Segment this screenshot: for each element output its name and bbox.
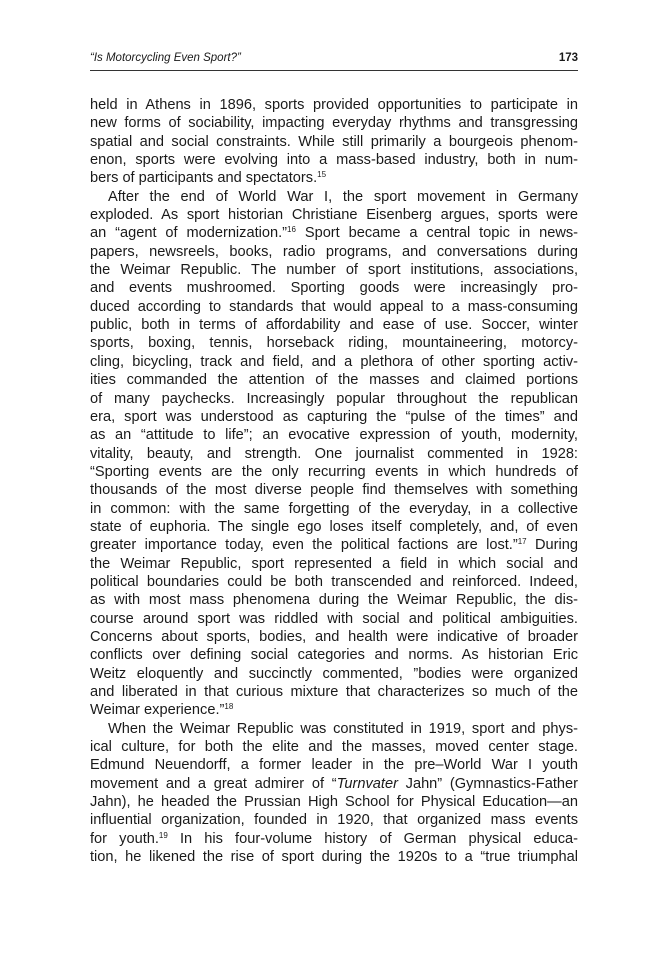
text-line xyxy=(90,206,578,224)
text-line xyxy=(90,390,578,408)
text-run: the Weimar Republic, sport represented a field in which social and xyxy=(90,555,578,572)
text-line xyxy=(90,518,578,536)
text-line xyxy=(90,96,578,114)
text-run: state of euphoria. The single ego loses itself completely, and, of even xyxy=(90,518,578,535)
text-line xyxy=(90,133,578,151)
text-run: “Sporting events are the only recurring events in which hundreds of xyxy=(90,463,578,480)
running-head xyxy=(90,50,578,71)
text-run: in common: with the same forgetting of the everyday, in a collective xyxy=(90,500,578,517)
text-line xyxy=(90,188,578,206)
text-line xyxy=(90,646,578,664)
text-line xyxy=(90,610,578,628)
paragraph xyxy=(90,720,578,867)
text-run: Sport became a central topic in news- xyxy=(295,225,579,242)
text-line xyxy=(90,536,578,554)
text-run: ities commanded the attention of the masses and claimed portions xyxy=(90,372,578,389)
text-run: and liberated in that curious mixture that characterizes so much of the xyxy=(90,684,578,700)
text-line xyxy=(90,353,578,371)
text-line xyxy=(90,555,578,573)
text-run: movement and a great admirer of “ xyxy=(90,775,337,792)
text-line xyxy=(90,793,578,811)
text-run: public, both in terms of affordability and ease of use. Soccer, winter xyxy=(90,317,578,334)
text-run: thousands of the most diverse people find themselves with something xyxy=(90,482,578,499)
text-line xyxy=(90,279,578,297)
text-run: era, sport was understood as capturing the “pulse of the times” and xyxy=(90,408,578,425)
paragraph xyxy=(90,96,578,188)
text-run: ical culture, for both the elite and the masses, moved center stage. xyxy=(90,739,578,756)
text-line xyxy=(90,683,578,701)
text-line xyxy=(90,316,578,334)
footnote-marker: 19 xyxy=(158,830,168,840)
running-title: “Is Motorcycling Even Sport?” xyxy=(90,52,241,64)
footnote-marker: 17 xyxy=(517,537,527,547)
text-run: spatial and social constraints. While still primarily a bourgeois phenom- xyxy=(90,133,578,150)
text-run: as with most mass phenomena during the Weimar Republic, the dis- xyxy=(90,592,578,609)
text-run: conflicts over defining social categories and norms. As historian Eric xyxy=(90,647,578,664)
text-line xyxy=(90,701,578,719)
text-run: papers, newsreels, books, radio programs, and conversations during xyxy=(90,243,578,260)
text-run: Edmund Neuendorff, a former leader in the pre–World War I youth xyxy=(90,757,578,774)
text-run: of many paychecks. Increasingly popular throughout the republican xyxy=(90,390,578,407)
text-run: Concerns about sports, bodies, and health were indicative of broader xyxy=(90,628,578,645)
text-run: duced according to standards that would appeal to a mass-consuming xyxy=(90,298,578,315)
text-line xyxy=(90,334,578,352)
text-run: In his four-volume history of German physical educa- xyxy=(167,830,578,847)
text-line xyxy=(90,408,578,426)
text-line xyxy=(90,224,578,242)
text-line xyxy=(90,169,578,187)
text-run: influential organization, founded in 1920, that organized mass events xyxy=(90,812,578,829)
text-line xyxy=(90,500,578,518)
text-run: vitality, beauty, and strength. One journalist commented in 1928: xyxy=(90,445,578,462)
text-line xyxy=(90,573,578,591)
text-run: After the end of World War I, the sport movement in Germany xyxy=(108,188,578,205)
italic-term: Turnvater xyxy=(336,775,398,792)
text-line xyxy=(90,114,578,132)
text-run: and events mushroomed. Sporting goods were increasingly pro- xyxy=(90,280,578,297)
text-line xyxy=(90,481,578,499)
page-number: 173 xyxy=(558,52,578,64)
text-line xyxy=(90,848,578,866)
text-run: tion, he likened the rise of sport during the 1920s to a “true triumphal xyxy=(90,849,578,866)
body-text xyxy=(90,96,578,866)
text-run: political boundaries could be both transcended and reinforced. Indeed, xyxy=(90,573,578,590)
text-run: for youth. xyxy=(90,830,159,847)
text-run: course around sport was riddled with social and political ambiguities. xyxy=(90,610,578,627)
text-run: Weimar experience.” xyxy=(90,702,225,719)
text-run: enon, sports were evolving into a mass-based industry, both in num- xyxy=(90,152,578,169)
text-line xyxy=(90,298,578,316)
text-run: Jahn), he headed the Prussian High School for Physical Education—an xyxy=(90,794,578,811)
text-line xyxy=(90,445,578,463)
footnote-marker: 15 xyxy=(317,170,327,180)
text-run: sports, boxing, tennis, horseback riding, mountaineering, motorcy- xyxy=(90,335,578,352)
text-line xyxy=(90,463,578,481)
footnote-marker: 18 xyxy=(224,702,234,712)
text-line xyxy=(90,830,578,848)
text-line xyxy=(90,738,578,756)
text-run: the Weimar Republic. The number of sport institutions, associations, xyxy=(90,262,578,279)
text-line xyxy=(90,261,578,279)
text-run: exploded. As sport historian Christiane Eisenberg argues, sports were xyxy=(90,207,578,224)
text-line xyxy=(90,243,578,261)
text-line xyxy=(90,426,578,444)
text-run: Jahn” (Gymnastics-Father xyxy=(397,775,578,792)
text-line xyxy=(90,756,578,774)
text-line xyxy=(90,665,578,683)
footnote-marker: 16 xyxy=(287,225,296,235)
text-run: During xyxy=(526,537,579,554)
text-line xyxy=(90,811,578,829)
text-line xyxy=(90,591,578,609)
text-run: as an “attitude to life”; an evocative expression of youth, modernity, xyxy=(90,427,578,444)
paragraph xyxy=(90,188,578,720)
text-run: Weitz eloquently and succinctly commented, ”bodies were organized xyxy=(90,665,578,682)
text-line xyxy=(90,775,578,793)
text-run: an “agent of modernization.” xyxy=(90,225,288,242)
text-run: held in Athens in 1896, sports provided opportunities to participate in xyxy=(90,97,578,113)
text-line xyxy=(90,628,578,646)
text-run: greater importance today, even the political factions are lost.” xyxy=(90,537,518,554)
text-line xyxy=(90,151,578,169)
text-run: new forms of sociability, impacting everyday rhythms and transgressing xyxy=(90,115,578,132)
text-run: When the Weimar Republic was constituted in 1919, sport and phys- xyxy=(108,720,578,737)
text-line xyxy=(90,720,578,738)
text-run: cling, bicycling, track and field, and a plethora of other sporting activ- xyxy=(90,353,578,370)
text-run: bers of participants and spectators. xyxy=(90,170,318,187)
text-line xyxy=(90,371,578,389)
